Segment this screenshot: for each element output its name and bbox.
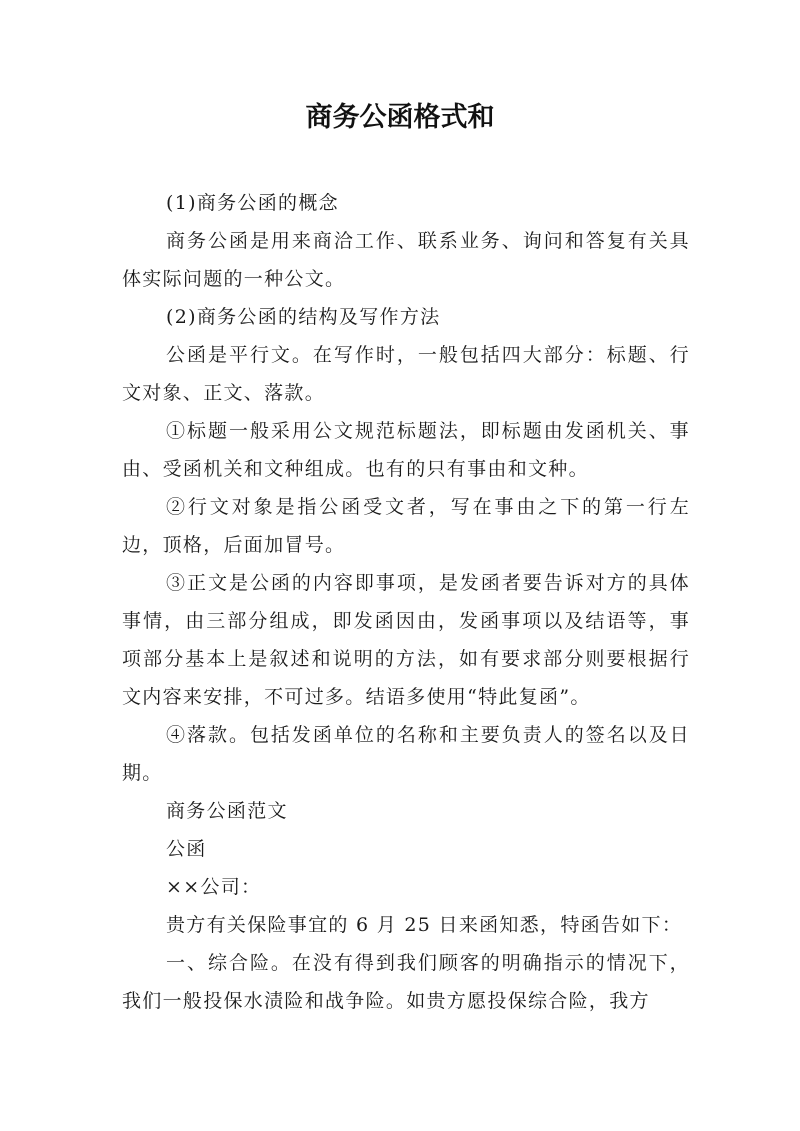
- paragraph-sample-recipient: ××公司：: [166, 876, 262, 898]
- paragraph-recipient-rule: ②行文对象是指公函受文者，写在事由之下的第一行左边，顶格，后面加冒号。: [122, 496, 690, 556]
- paragraph-body-rule: ③正文是公函的内容即事项，是发函者要告诉对方的具体事情，由三部分组成，即发函因由，发函事项以及结语等，事项部分基本上是叙述和说明的方法，如有要求部分则要根据行文内容来安排，不可过多。结语多使用“特此复函”。: [122, 572, 690, 708]
- paragraph-structure-overview: 公函是平行文。在写作时，一般包括四大部分：标题、行文对象、正文、落款。: [122, 344, 690, 404]
- document-body: [122, 184, 690, 1020]
- paragraph-sample-item-one: 一、综合险。在没有得到我们顾客的明确指示的情况下，我们一般投保水渍险和战争险。如贵方愿投保综合险，我方: [122, 952, 690, 1012]
- paragraph-structure-heading: (2)商务公函的结构及写作方法: [166, 306, 441, 328]
- document-title: 商务公函格式和: [305, 102, 495, 133]
- paragraph-title-rule: ①标题一般采用公文规范标题法，即标题由发函机关、事由、受函机关和文种组成。也有的只有事由和文种。: [122, 420, 690, 480]
- paragraph-concept-heading: (1)商务公函的概念: [166, 192, 339, 214]
- paragraph-sample-intro: 贵方有关保险事宜的 6 月 25 日来函知悉，特函告如下：: [166, 914, 683, 936]
- paragraph-concept-definition: 商务公函是用来商洽工作、联系业务、询问和答复有关具体实际问题的一种公文。: [122, 230, 690, 290]
- paragraph-sample-heading: 商务公函范文: [166, 800, 288, 822]
- paragraph-signature-rule: ④落款。包括发函单位的名称和主要负责人的签名以及日期。: [122, 724, 690, 784]
- paragraph-sample-doc-type: 公函: [166, 838, 207, 860]
